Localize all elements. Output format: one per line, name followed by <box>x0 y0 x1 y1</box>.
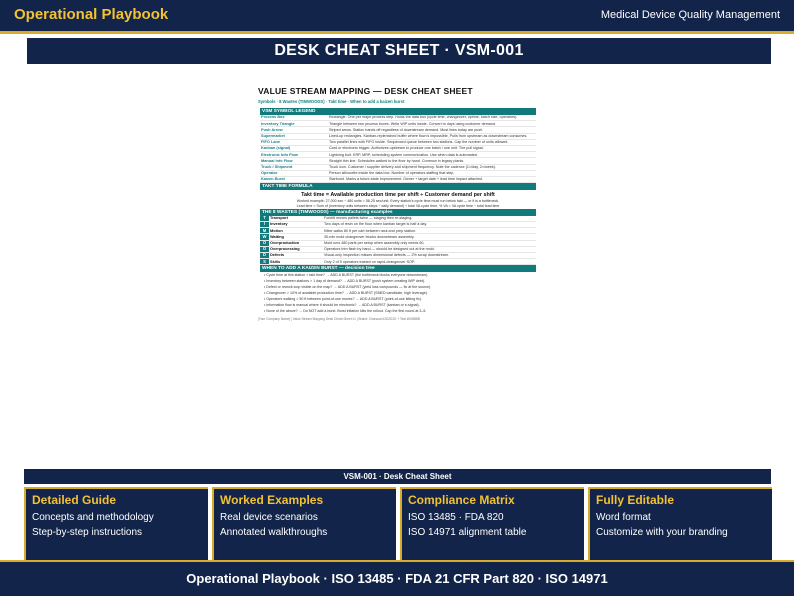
waste-example: Two days of resin on the floor when kanban target is half a day. <box>323 222 536 228</box>
symbol-legend-table <box>260 115 536 183</box>
takt-formula <box>260 192 536 209</box>
symbol-name: Manual Info Flow <box>260 158 328 164</box>
brand-title: Operational Playbook <box>14 6 169 23</box>
doc-title: VALUE STREAM MAPPING — DESK CHEAT SHEET <box>258 86 473 96</box>
waste-letter: M <box>260 228 269 234</box>
bullet-icon: • <box>264 279 267 284</box>
waste-letter: S <box>260 259 269 265</box>
kaizen-text: Operators walking > 50 ft between point-of-use moves? → ADD A BURST (point-of-use kitting fix). <box>266 297 422 302</box>
bullet-icon: • <box>264 273 267 278</box>
symbol-description: Lightning bolt. ERP, MRP, scheduling system communication. Use when data is automated. <box>328 152 536 158</box>
waste-letter: W <box>260 234 269 240</box>
waste-name: Overproduction <box>269 240 323 246</box>
symbol-description: Card or electronic trigger. Authorizes upstream to produce one batch / one unit. The pull signal. <box>328 145 536 151</box>
card-compliance-matrix <box>400 487 584 560</box>
symbol-name: Supermarket <box>260 133 328 139</box>
bottom-bar: Operational Playbook · ISO 13485 · FDA 21 CFR Part 820 · ISO 14971 <box>0 560 794 596</box>
waste-example: Visual-only inspection misses dimensional defects — 2% scrap downstream. <box>323 253 536 259</box>
bullet-icon: • <box>264 285 267 290</box>
doc-subtitle: Symbols · 8 Wastes (TIMWOODS) · Takt time · When to add a kaizen burst <box>258 99 405 104</box>
waste-name: Inventory <box>269 222 323 228</box>
symbol-row <box>260 176 536 182</box>
waste-example: Operators trim flash by hand — should be designed out at the mold. <box>323 246 536 252</box>
symbol-name: Kanban (signal) <box>260 145 328 151</box>
symbol-description: Person silhouette inside the data box. Number of operators staffing that step. <box>328 170 536 176</box>
symbol-description: Lined-up rectangles. Kanban-replenished buffer where flow is impossible. Pulls from upstream as downstream consumes. <box>328 133 536 139</box>
page-title-banner: DESK CHEAT SHEET · VSM-001 <box>27 38 771 64</box>
kaizen-item <box>264 308 534 314</box>
waste-example: Forklift moves pallets twice — staging then re-staging. <box>323 216 536 222</box>
waste-name: Overprocessing <box>269 246 323 252</box>
card-title: Detailed Guide <box>32 493 117 507</box>
card-line: Word format <box>596 512 651 523</box>
card-line: Real device scenarios <box>220 512 318 523</box>
waste-letter: T <box>260 216 269 222</box>
symbol-description: Starburst. Marks a future-state improvement. Owner + target date + lead time impact attached. <box>328 176 536 182</box>
waste-name: Transport <box>269 216 323 222</box>
card-detailed-guide <box>24 487 208 560</box>
symbol-name: Push Arrow <box>260 127 328 133</box>
symbol-name: Inventory Triangle <box>260 121 328 127</box>
waste-example: Mold runs 480 parts per setup when assembly only needs 60. <box>323 240 536 246</box>
waste-name: Motion <box>269 228 323 234</box>
waste-letter: D <box>260 253 269 259</box>
waste-name: Waiting <box>269 234 323 240</box>
symbol-name: Truck / Shipment <box>260 164 328 170</box>
wastes-header: THE 8 WASTES (TIMWOODS) — manufacturing examples <box>260 209 536 216</box>
kaizen-text: Information flow is manual where it should be electronic? → ADD A BURST (kanban or e-signal). <box>266 303 420 308</box>
document-preview <box>254 86 540 450</box>
symbol-description: Straight thin line. Schedules walked to the floor by hand. Common in legacy plants. <box>328 158 536 164</box>
wastes-table <box>260 216 536 266</box>
card-line: ISO 14971 alignment table <box>408 527 527 538</box>
kaizen-text: Defect or rework loop visible on the map? → ADD A BURST (yield loss compounds — fix at the source). <box>266 285 432 290</box>
card-line: Customize with your branding <box>596 527 728 538</box>
takt-leadtime: Lead time = Sum of (inventory units between steps ÷ daily demand) + total VA cycle time. % VA = VA cycle time ÷ total lead time <box>296 204 500 209</box>
symbol-name: FIFO Lane <box>260 139 328 145</box>
waste-name: Defects <box>269 253 323 259</box>
symbol-description: Triangle between two process boxes. Write WIP units inside. Convert to days using customer demand. <box>328 121 536 127</box>
waste-letter: I <box>260 222 269 228</box>
symbol-name: Electronic Info Flow <box>260 152 328 158</box>
waste-letter: O <box>260 246 269 252</box>
symbol-description: Rectangle. One per major process step. Holds the data box (cycle time, changeover, uptime, batch size, operators). <box>328 115 536 121</box>
waste-example: 30-min mold changeover blocks downstream assembly. <box>323 234 536 240</box>
top-bar <box>0 0 794 31</box>
symbol-description: Truck icon. Customer / supplier delivery and shipment frequency. Note the cadence (1×/day, 2×/week). <box>328 164 536 170</box>
card-title: Compliance Matrix <box>408 493 515 507</box>
takt-main: Takt time = Available production time per shift ÷ Customer demand per shift <box>301 192 495 199</box>
doc-footer: [Your Company Name] | Value Stream Mapping Desk Cheat Sheet v1 | Brand: Charcoal #2D2D2D + Teal #008B8B <box>258 317 420 322</box>
symbol-legend-header: VSM SYMBOL LEGEND <box>260 108 536 115</box>
bullet-icon: • <box>264 303 267 308</box>
symbol-name: Process Box <box>260 115 328 121</box>
bullet-icon: • <box>264 291 267 296</box>
card-line: Step-by-step instructions <box>32 527 143 538</box>
kaizen-text: Changeover > 10% of available production time? → ADD A BURST (SMED candidate, high leverage). <box>266 291 428 296</box>
card-title: Fully Editable <box>596 493 675 507</box>
document-caption-banner: VSM-001 · Desk Cheat Sheet <box>24 469 771 484</box>
card-line: Annotated walkthroughs <box>220 527 328 538</box>
waste-example: Kitter walks 80 ft per cart between rack and prep station. <box>323 228 536 234</box>
card-worked-examples <box>212 487 396 560</box>
symbol-name: Operator <box>260 170 328 176</box>
feature-cards <box>24 487 771 560</box>
card-line: Concepts and methodology <box>32 512 154 523</box>
waste-example: Only 2 of 5 operators trained on rapid-changeover SOP. <box>323 259 536 265</box>
symbol-description: Striped arrow. Station hands off regardless of downstream demand. Most lines today are push. <box>328 127 536 133</box>
kaizen-list <box>264 272 534 314</box>
takt-example: Worked example: 27,000 sec ÷ 480 units = 56.25 sec/unit. Every station's cycle time must run below takt — or it is a bottleneck. <box>296 199 500 204</box>
kaizen-text: Cycle time at this station > takt time? → ADD A BURST (the bottleneck blocks everyone downstream). <box>266 273 429 278</box>
kaizen-text: Inventory between stations > 1 day of demand? → ADD A BURST (push system creating WIP debt). <box>266 279 426 284</box>
symbol-description: Two parallel lines with FIFO inside. Sequenced queue between two stations. Cap the number of units allowed. <box>328 139 536 145</box>
card-title: Worked Examples <box>220 493 324 507</box>
bullet-icon: • <box>264 297 267 302</box>
card-fully-editable <box>588 487 772 560</box>
waste-row <box>260 259 536 265</box>
gold-divider <box>0 31 794 34</box>
kaizen-header: WHEN TO ADD A KAIZEN BURST — decision tree <box>260 265 536 272</box>
bullet-icon: • <box>264 309 267 314</box>
waste-letter: O <box>260 240 269 246</box>
symbol-name: Kaizen Burst <box>260 176 328 182</box>
takt-header: TAKT TIME FORMULA <box>260 183 536 190</box>
card-line: ISO 13485 · FDA 820 <box>408 512 504 523</box>
kaizen-text: None of the above? → Do NOT add a burst. Burst inflation kills the rollout. Cap the first round at 3–5. <box>266 309 427 314</box>
header-subtitle: Medical Device Quality Management <box>600 9 780 21</box>
waste-name: Skills <box>269 259 323 265</box>
